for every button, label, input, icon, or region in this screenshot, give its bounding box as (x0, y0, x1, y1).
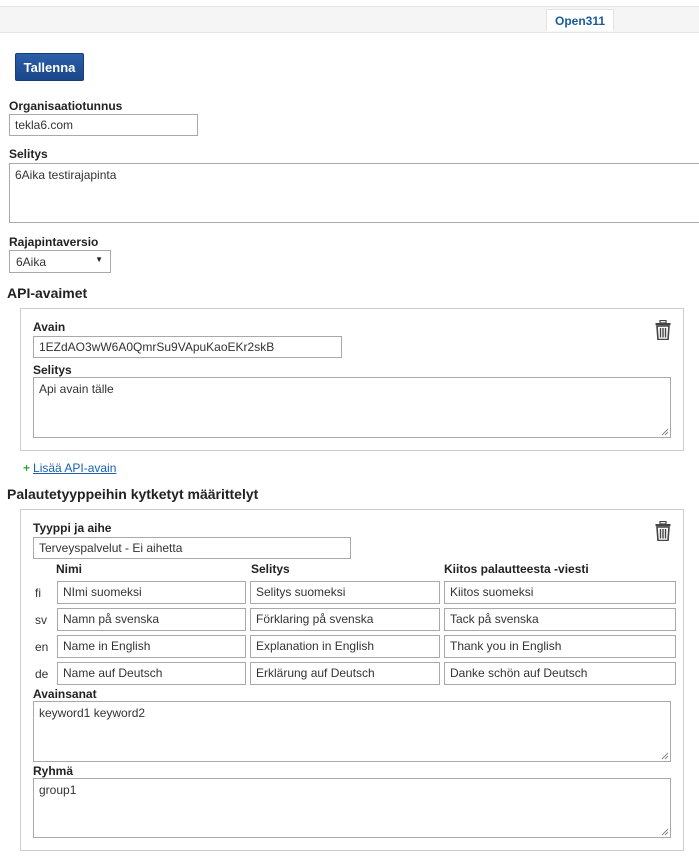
row-language-fi: fi (35, 586, 41, 600)
column-header-description: Selitys (251, 562, 290, 576)
name-input-sv[interactable]: Namn på svenska (57, 608, 246, 631)
group-label: Ryhmä (33, 764, 74, 778)
description-input-de[interactable]: Erklärung auf Deutsch (250, 662, 440, 685)
keywords-label: Avainsanat (33, 687, 97, 701)
top-nav-bar (0, 6, 699, 33)
name-input-fi[interactable]: NImi suomeksi (57, 581, 246, 604)
save-button[interactable]: Tallenna (15, 53, 84, 81)
name-input-en[interactable]: Name in English (57, 635, 246, 658)
add-api-key-link-text[interactable]: Lisää API-avain (33, 461, 117, 475)
keywords-textarea[interactable] (33, 701, 671, 762)
type-and-subject-label: Tyyppi ja aihe (33, 521, 112, 535)
resize-grip-icon[interactable] (661, 428, 669, 436)
description-textarea[interactable]: 6Aika testirajapinta (9, 163, 699, 223)
api-version-select[interactable] (9, 250, 111, 273)
thanks-input-en[interactable]: Thank you in English (444, 635, 676, 658)
add-api-key-link[interactable] (23, 461, 116, 475)
api-key-label: Avain (33, 320, 66, 334)
api-key-description-textarea[interactable] (33, 377, 671, 438)
column-header-thanks-message: Kiitos palautteesta -viesti (444, 562, 589, 576)
row-language-en: en (35, 640, 49, 654)
plus-icon: + (23, 461, 31, 475)
api-version-value: 6Aika (16, 255, 47, 269)
name-input-de[interactable]: Name auf Deutsch (57, 662, 246, 685)
api-key-description-label: Selitys (33, 363, 72, 377)
thanks-input-sv[interactable]: Tack på svenska (444, 608, 676, 631)
group-textarea[interactable] (33, 778, 671, 838)
group-text: group1 (39, 783, 77, 797)
api-keys-heading: API-avaimet (7, 285, 88, 301)
row-language-de: de (35, 667, 49, 681)
organization-id-input[interactable]: tekla6.com (9, 114, 198, 136)
api-key-input[interactable]: 1EZdAO3wW6A0QmrSu9VApuKaoEKr2skB (33, 336, 342, 358)
description-input-sv[interactable]: Förklaring på svenska (250, 608, 440, 631)
thanks-input-de[interactable]: Danke schön auf Deutsch (444, 662, 676, 685)
api-version-label: Rajapintaversio (9, 235, 99, 249)
api-key-panel (20, 308, 684, 451)
trash-icon[interactable] (655, 320, 671, 340)
organization-id-label: Organisaatiotunnus (9, 99, 123, 113)
tab-open311[interactable]: Open311 (546, 9, 614, 31)
trash-icon[interactable] (655, 521, 671, 541)
thanks-input-fi[interactable]: Kiitos suomeksi (444, 581, 676, 604)
api-key-description-text: Api avain tälle (39, 382, 114, 396)
keywords-text: keyword1 keyword2 (39, 706, 146, 720)
column-header-name: Nimi (56, 562, 83, 576)
feedback-type-panel (20, 509, 684, 851)
resize-grip-icon[interactable] (661, 828, 669, 836)
description-input-fi[interactable]: Selitys suomeksi (250, 581, 440, 604)
chevron-down-icon: ▼ (95, 255, 103, 264)
type-and-subject-input[interactable]: Terveyspalvelut - Ei aihetta (33, 537, 351, 559)
description-label: Selitys (9, 147, 48, 161)
resize-grip-icon[interactable] (661, 752, 669, 760)
description-input-en[interactable]: Explanation in English (250, 635, 440, 658)
feedback-types-heading: Palautetyyppeihin kytketyt määrittelyt (7, 486, 259, 502)
row-language-sv: sv (35, 613, 47, 627)
